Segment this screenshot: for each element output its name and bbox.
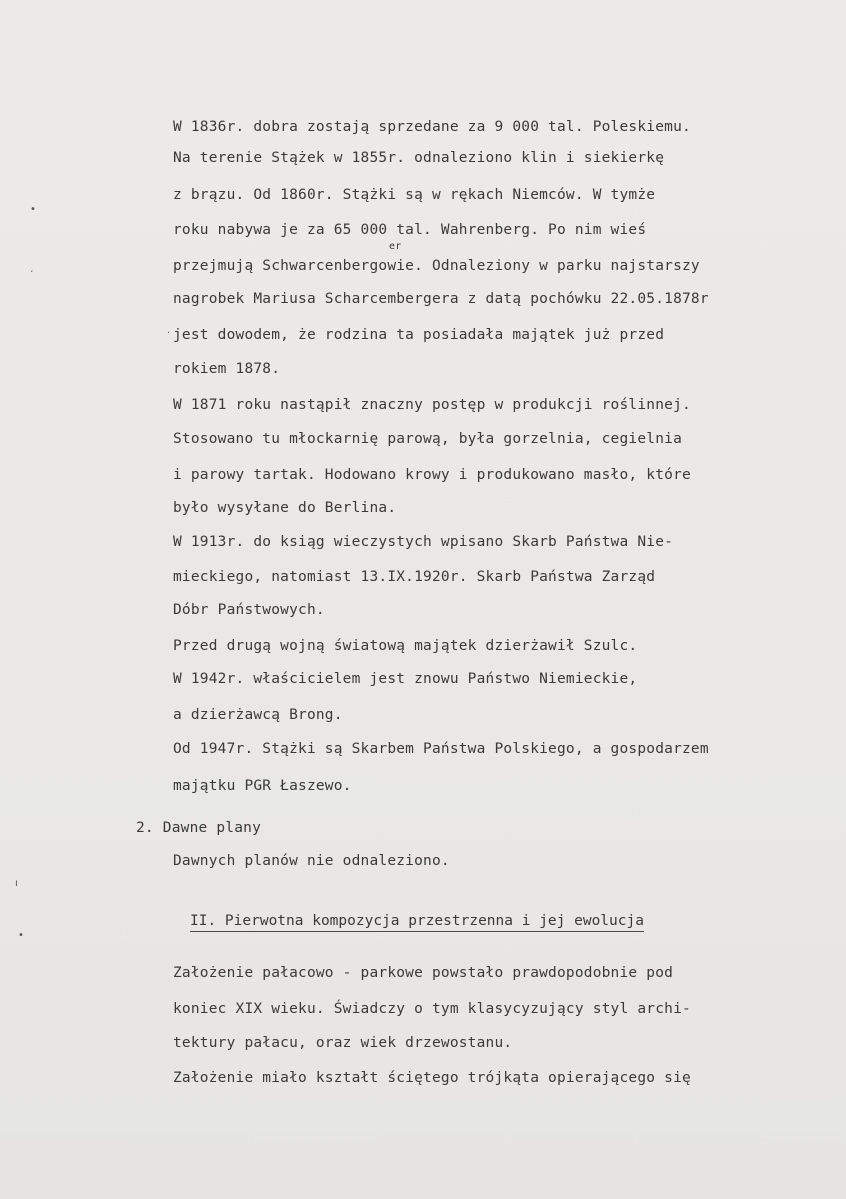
text-line: z brązu. Od 1860r. Stążki są w rękach Niemców. W tymże	[173, 187, 656, 203]
text-line: nagrobek Mariusa Scharcembergera z datą pochówku 22.05.1878r	[173, 291, 709, 307]
text-line: przejmują Schwarcenbergowie. Odnaleziony w parku najstarszy	[173, 258, 700, 274]
section-heading-2: 2. Dawne plany	[136, 820, 262, 836]
text-line: Dawnych planów nie odnaleziono.	[173, 853, 450, 869]
text-line: W 1913r. do ksiąg wieczystych wpisano Skarb Państwa Nie-	[173, 534, 674, 550]
text-line: i parowy tartak. Hodowano krowy i produkowano masło, które	[173, 467, 691, 483]
margin-mark: •	[18, 930, 24, 941]
text-line: Dóbr Państwowych.	[173, 602, 325, 618]
margin-mark: ·	[167, 328, 171, 339]
text-line: mieckiego, natomiast 13.IX.1920r. Skarb Państwa Zarząd	[173, 569, 656, 585]
handwritten-insertion: er	[389, 241, 402, 252]
text-line: W 1942r. właścicielem jest znowu Państwo Niemieckie,	[173, 671, 638, 687]
text-line: jest dowodem, że rodzina ta posiadała majątek już przed	[173, 327, 665, 343]
text-line: Założenie miało kształt ściętego trójkąta opierającego się	[173, 1070, 691, 1086]
text-line: Założenie pałacowo - parkowe powstało prawdopodobnie pod	[173, 965, 674, 981]
text-line: a dzierżawcą Brong.	[173, 707, 343, 723]
text-line: Od 1947r. Stążki są Skarbem Państwa Polskiego, a gospodarzem	[173, 741, 709, 757]
margin-mark: •	[30, 204, 36, 215]
text-line: roku nabywa je za 65 000 tal. Wahrenberg. Po nim wieś	[173, 222, 647, 238]
text-line: majątku PGR Łaszewo.	[173, 778, 352, 794]
margin-mark: ˯	[30, 262, 34, 273]
text-line: Stosowano tu młockarnię parową, była gorzelnia, cegielnia	[173, 431, 682, 447]
text-line: W 1871 roku nastąpił znaczny postęp w produkcji roślinnej.	[173, 397, 691, 413]
margin-mark: ı	[15, 878, 18, 889]
text-line: koniec XIX wieku. Świadczy o tym klasycyzujący styl archi-	[173, 1001, 691, 1017]
text-line: było wysyłane do Berlina.	[173, 500, 397, 516]
text-line: rokiem 1878.	[173, 361, 281, 377]
text-line: Przed drugą wojną światową majątek dzierżawił Szulc.	[173, 638, 638, 654]
chapter-heading-ii: II. Pierwotna kompozycja przestrzenna i jej ewolucja	[190, 913, 644, 932]
text-line: tektury pałacu, oraz wiek drzewostanu.	[173, 1035, 513, 1051]
text-line: Na terenie Stążek w 1855r. odnaleziono klin i siekierkę	[173, 150, 665, 166]
text-line: W 1836r. dobra zostają sprzedane za 9 000 tal. Poleskiemu.	[173, 119, 691, 135]
